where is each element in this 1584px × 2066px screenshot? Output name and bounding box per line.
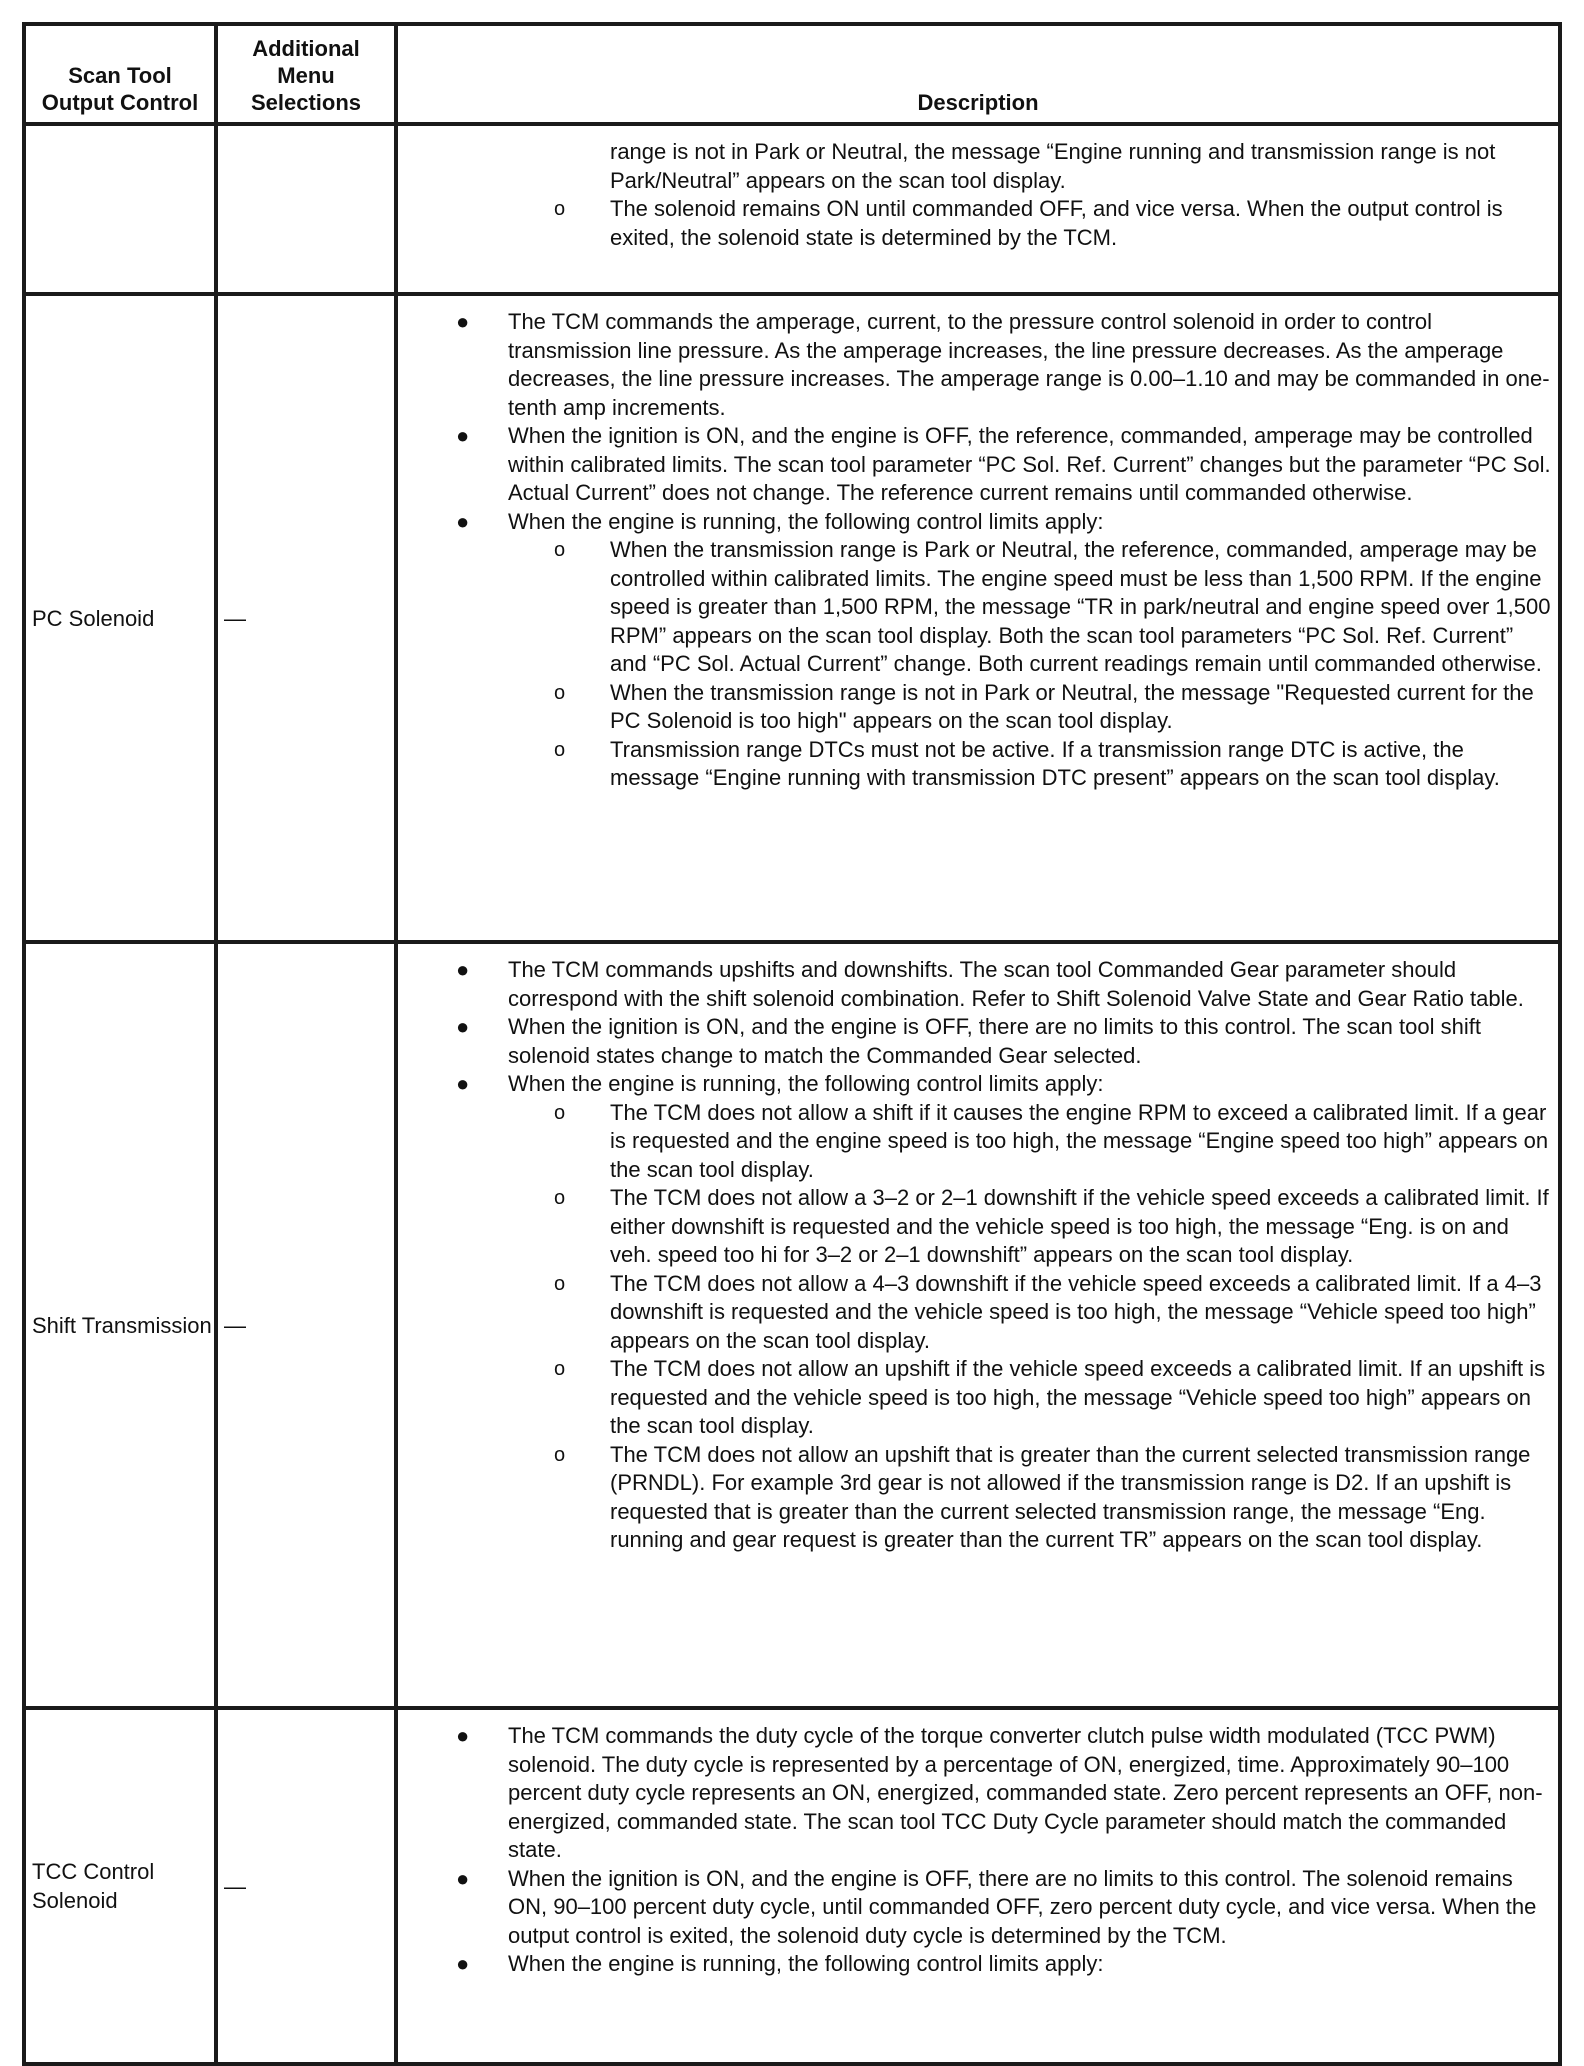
- menu-selection: [216, 124, 396, 294]
- bullet-list-item: [404, 956, 1556, 1013]
- bullet-list-item: [404, 1013, 1556, 1070]
- output-control-name: Shift Transmission: [24, 942, 216, 1708]
- sub-list-item: [404, 536, 1556, 679]
- sub-list-item: [404, 1441, 1556, 1555]
- hollow-bullet-icon: o: [554, 738, 566, 761]
- continued-text: range is not in Park or Neutral, the message “Engine running and transmission range is not Park/Neutral” appears on the scan tool display.: [610, 139, 1496, 193]
- document-page: [22, 22, 1558, 2066]
- header-scan-tool-output-control: Scan Tool Output Control: [24, 24, 216, 124]
- hollow-bullet-icon: o: [554, 1272, 566, 1295]
- sub-list-item-text: Transmission range DTCs must not be active. If a transmission range DTC is active, the message “Engine running with transmission DTC present” appears on the scan tool display.: [610, 736, 1500, 790]
- bullet-list-item-text: When the ignition is ON, and the engine is OFF, there are no limits to this control. The scan tool shift solenoid states change to match the Commanded Gear selected.: [508, 1014, 1481, 1068]
- bullet-list-item: [404, 422, 1556, 508]
- bullet-dot-icon: ●: [456, 957, 470, 982]
- sub-list-item: [404, 1099, 1556, 1185]
- output-control-name: PC Solenoid: [24, 294, 216, 942]
- bullet-list-item: [404, 1070, 1556, 1099]
- output-control-name: TCC Control Solenoid: [24, 1708, 216, 2064]
- sub-list: [404, 195, 1556, 252]
- bullet-dot-icon: ●: [456, 1071, 470, 1096]
- bullet-list-item-text: The TCM commands upshifts and downshifts. The scan tool Commanded Gear parameter should correspond with the shift solenoid combination. Refer to Shift Solenoid Valve State and Gear Ratio table.: [508, 957, 1524, 1011]
- description-body: [404, 1722, 1556, 1979]
- description-body: [404, 308, 1556, 793]
- table-header-row: [24, 24, 1560, 124]
- sub-list-item: [404, 736, 1556, 793]
- bullet-list-item-text: The TCM commands the duty cycle of the torque converter clutch pulse width modulated (TCC PWM) solenoid. The duty cycle is represented by a percentage of ON, energized, time. Approximately 90–100 percent duty cycle represents an ON, energized, commanded state. Zero percent represents an OFF, non-energized, commanded state. The scan tool TCC Duty Cycle parameter should match the commanded state.: [508, 1723, 1543, 1862]
- sub-list-item-text: The TCM does not allow an upshift that is greater than the current selected transmission range (PRNDL). For example 3rd gear is not allowed if the transmission range is D2. If an upshift is requested that is greater than the current selected transmission range, the message “Eng. running and gear request is greater than the current TR” appears on the scan tool display.: [610, 1441, 1531, 1552]
- hollow-bullet-icon: o: [554, 539, 566, 561]
- description-cell: [396, 124, 1560, 294]
- description-body: [404, 956, 1556, 1555]
- bullet-dot-icon: ●: [456, 1865, 470, 1891]
- table-row: [24, 294, 1560, 942]
- bullet-list: [404, 1722, 1556, 1979]
- hollow-bullet-icon: o: [554, 1101, 566, 1124]
- menu-selection: —: [216, 294, 396, 942]
- bullet-list-item-text: When the engine is running, the following control limits apply:: [508, 508, 1104, 534]
- sub-list-item-text: When the transmission range is Park or Neutral, the reference, commanded, amperage may be controlled within calibrated limits. The engine speed must be less than 1,500 RPM. If the engine speed is greater than 1,500 RPM, the message “TR in park/neutral and engine speed over 1,500 RPM” appears on the scan tool display. Both the scan tool parameters “PC Sol. Ref. Current” and “PC Sol. Actual Current” change. Both current readings remain until commanded otherwise.: [610, 537, 1551, 676]
- sub-list-item-text: When the transmission range is not in Park or Neutral, the message "Requested current for the PC Solenoid is too high" appears on the scan tool display.: [610, 679, 1534, 733]
- bullet-list-item: [404, 1950, 1556, 1979]
- bullet-list: [404, 308, 1556, 536]
- bullet-dot-icon: ●: [456, 423, 470, 448]
- menu-selection: —: [216, 1708, 396, 2064]
- description-cell: [396, 294, 1560, 942]
- sub-list-item-text: The TCM does not allow a 4–3 downshift if the vehicle speed exceeds a calibrated limit. If a 4–3 downshift is requested and the vehicle speed is too high, the message “Vehicle speed too high” appears on the scan tool display.: [610, 1270, 1542, 1353]
- bullet-list-item: [404, 308, 1556, 422]
- bullet-list-item-text: When the ignition is ON, and the engine is OFF, the reference, commanded, amperage may be controlled within calibrated limits. The scan tool parameter “PC Sol. Ref. Current” changes but the parameter “PC Sol. Actual Current” does not change. The reference current remains until commanded otherwise.: [508, 423, 1551, 505]
- bullet-dot-icon: ●: [456, 1014, 470, 1039]
- hollow-bullet-icon: o: [554, 198, 566, 220]
- sub-list-item: [404, 1270, 1556, 1356]
- hollow-bullet-icon: o: [554, 1187, 566, 1209]
- menu-selection: —: [216, 942, 396, 1708]
- bullet-list-item: [404, 1865, 1556, 1951]
- bullet-list: [404, 956, 1556, 1099]
- description-cell: [396, 942, 1560, 1708]
- sub-list: [404, 1099, 1556, 1555]
- bullet-dot-icon: ●: [456, 1951, 470, 1976]
- sub-list-item-text: The TCM does not allow a 3–2 or 2–1 downshift if the vehicle speed exceeds a calibrated limit. If either downshift is requested and the vehicle speed is too high, the message “Eng. is on and veh. speed too hi for 3–2 or 2–1 downshift” appears on the scan tool display.: [610, 1185, 1549, 1267]
- sub-list-item: [404, 679, 1556, 736]
- bullet-list-item: [404, 1722, 1556, 1865]
- sub-list-item: [404, 1184, 1556, 1270]
- bullet-list-item-text: When the ignition is ON, and the engine is OFF, there are no limits to this control. The solenoid remains ON, 90–100 percent duty cycle, until commanded OFF, zero percent duty cycle, and vice versa. When the output control is exited, the solenoid duty cycle is determined by the TCM.: [508, 1865, 1537, 1948]
- bullet-list-item-text: When the engine is running, the following control limits apply:: [508, 1951, 1104, 1976]
- bullet-dot-icon: ●: [456, 309, 470, 334]
- bullet-list-item: [404, 508, 1556, 537]
- description-cell: [396, 1708, 1560, 2064]
- sub-list-item-text: The TCM does not allow an upshift if the vehicle speed exceeds a calibrated limit. If an upshift is requested and the vehicle speed is too high, the message “Vehicle speed too high” appears on the scan tool display.: [610, 1356, 1546, 1438]
- hollow-bullet-icon: o: [554, 1358, 566, 1380]
- sub-list: [404, 536, 1556, 793]
- sub-list-item-text: The solenoid remains ON until commanded OFF, and vice versa. When the output control is exited, the solenoid state is determined by the TCM.: [610, 196, 1503, 250]
- bullet-dot-icon: ●: [456, 508, 470, 534]
- hollow-bullet-icon: o: [554, 1443, 566, 1466]
- sub-list-item: [404, 1355, 1556, 1441]
- description-body: [404, 138, 1556, 252]
- bullet-dot-icon: ●: [456, 1723, 470, 1748]
- bullet-list-item-text: When the engine is running, the following control limits apply:: [508, 1071, 1104, 1096]
- table-row: [24, 1708, 1560, 2064]
- output-control-table: [22, 22, 1562, 2066]
- header-description: Description: [396, 24, 1560, 124]
- hollow-bullet-icon: o: [554, 681, 566, 704]
- bullet-list-item-text: The TCM commands the amperage, current, to the pressure control solenoid in order to control transmission line pressure. As the amperage increases, the line pressure decreases. As the amperage decreases, the line pressure increases. The amperage range is 0.00–1.10 and may be commanded in one-tenth amp increments.: [508, 309, 1550, 420]
- output-control-name: [24, 124, 216, 294]
- table-row: [24, 942, 1560, 1708]
- header-additional-menu-selections: Additional Menu Selections: [216, 24, 396, 124]
- sub-list-item-text: The TCM does not allow a shift if it causes the engine RPM to exceed a calibrated limit. If a gear is requested and the engine speed is too high, the message “Engine speed too high” appears on the scan tool display.: [610, 1099, 1549, 1182]
- table-row: [24, 124, 1560, 294]
- sub-list-item: [404, 195, 1556, 252]
